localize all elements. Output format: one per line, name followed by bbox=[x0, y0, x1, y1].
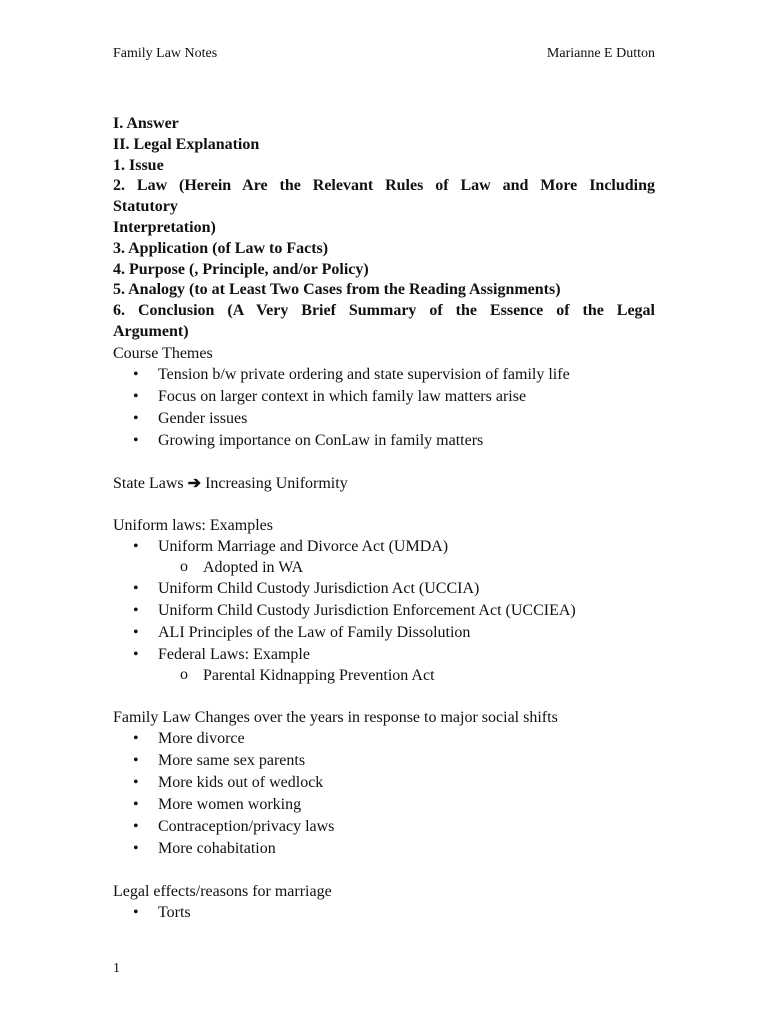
list-item: • Federal Laws: Example bbox=[113, 644, 655, 666]
list-item: • More kids out of wedlock bbox=[113, 772, 655, 794]
state-laws-label: State Laws bbox=[113, 474, 184, 492]
list-item: • More same sex parents bbox=[113, 750, 655, 772]
uniform-laws-list bbox=[113, 536, 655, 686]
legal-effects-heading: Legal effects/reasons for marriage bbox=[113, 882, 332, 900]
list-item: • Uniform Marriage and Divorce Act (UMDA) bbox=[113, 536, 655, 558]
header-title: Family Law Notes bbox=[113, 46, 218, 61]
header-author: Marianne E Dutton bbox=[546, 46, 655, 61]
list-item: • Tension b/w private ordering and state supervision of family life bbox=[113, 364, 655, 386]
list-item: • More divorce bbox=[113, 728, 655, 750]
list-item: • More women working bbox=[113, 794, 655, 816]
right-arrow-icon: ➔ bbox=[187, 474, 202, 492]
list-item: • Uniform Child Custody Jurisdiction Act (UCCIA) bbox=[113, 578, 655, 600]
changes-heading: Family Law Changes over the years in response to major social shifts bbox=[113, 708, 558, 726]
outline-line: I. Answer bbox=[113, 115, 179, 132]
outline-line: Interpretation) bbox=[113, 218, 216, 236]
page-header bbox=[113, 46, 655, 66]
list-item: • Contraception/privacy laws bbox=[113, 816, 655, 838]
legal-effects-list bbox=[113, 902, 655, 924]
outline-line: Statutory bbox=[113, 198, 178, 216]
outline-line: II. Legal Explanation bbox=[113, 135, 260, 153]
list-item: • Uniform Child Custody Jurisdiction Enforcement Act (UCCIEA) bbox=[113, 600, 655, 622]
outline-line: 2. Law (Herein Are the Relevant Rules of Law and More Including bbox=[113, 177, 655, 195]
irac-outline bbox=[113, 114, 655, 343]
course-themes-heading: Course Themes bbox=[113, 344, 213, 362]
outline-line: 1. Issue bbox=[113, 156, 164, 174]
course-themes-list bbox=[113, 364, 655, 452]
list-item: • Torts bbox=[113, 902, 655, 924]
outline-line: 4. Purpose (, Principle, and/or Policy) bbox=[113, 260, 369, 278]
sub-list-item: o Parental Kidnapping Prevention Act bbox=[113, 666, 655, 686]
list-item: • ALI Principles of the Law of Family Dissolution bbox=[113, 622, 655, 644]
list-item: • Gender issues bbox=[113, 408, 655, 430]
list-item: • Growing importance on ConLaw in family matters bbox=[113, 430, 655, 452]
document-body bbox=[113, 114, 655, 924]
state-laws-trend: Increasing Uniformity bbox=[205, 474, 348, 492]
page-number: 1 bbox=[113, 961, 120, 976]
sub-list-item: o Adopted in WA bbox=[113, 558, 655, 578]
list-item: • More cohabitation bbox=[113, 838, 655, 860]
outline-line: 6. Conclusion (A Very Brief Summary of the Essence of the Legal bbox=[113, 302, 655, 320]
outline-line: Argument) bbox=[113, 322, 189, 340]
state-laws-line bbox=[113, 473, 655, 494]
uniform-laws-heading: Uniform laws: Examples bbox=[113, 516, 273, 534]
list-item: • Focus on larger context in which family law matters arise bbox=[113, 386, 655, 408]
outline-line: 3. Application (of Law to Facts) bbox=[113, 239, 329, 257]
changes-list bbox=[113, 728, 655, 860]
outline-line: 5. Analogy (to at Least Two Cases from the Reading Assignments) bbox=[113, 281, 561, 299]
